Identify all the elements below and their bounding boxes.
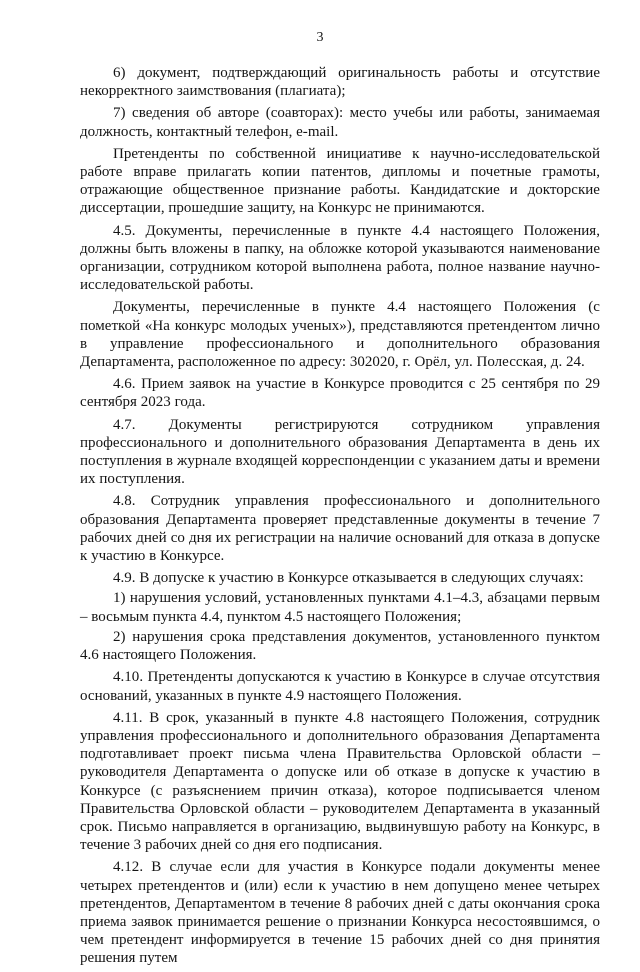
paragraph-4-7: 4.7. Документы регистрируются сотрудником управления профессионального и дополнительного образования Департамента в день их поступления в журнале входящей корреспонденции с указанием даты и времени их поступления. [80, 416, 600, 488]
paragraph-applicants-attachments: Претенденты по собственной инициативе к научно-исследовательской работе вправе прилагать копии патентов, дипломы и почетные грамоты, отражающие общественное признание работы. Кандидатские и докторские диссертации, прошедшие защиту, на Конкурс не принимаются. [80, 145, 600, 217]
paragraph-4-12: 4.12. В случае если для участия в Конкурсе подали документы менее четырех претендентов и (или) если к участию в нем допущено менее четырех претендентов, Департаментом в течение 8 рабочих дней с даты окончания срока приема заявок принимается решение о признании Конкурса несостоявшимся, о чем претендент информируется в течение 15 рабочих дней со дня принятия решения путем [80, 859, 600, 967]
paragraph-4-11: 4.11. В срок, указанный в пункте 4.8 настоящего Положения, сотрудник управления профессионального и дополнительного образования Департамента подготавливает проект письма члена Правительства Орловской области – руководителя Департамента о допуске или об отказе в допуске к участию в Конкурсе (с разъяснением причин отказа), которое подписывается членом Правительства Орловской области – руководителем Департамента в указанный срок. Письмо направляется в организацию, выдвинувшую работу на Конкурс, в течение 3 рабочих дней со дня его подписания. [80, 709, 600, 854]
paragraph-4-8: 4.8. Сотрудник управления профессионального и дополнительного образования Департамента проверяет представленные документы в течение 7 рабочих дней со дня их регистрации на наличие оснований для отказа в допуске к участию в Конкурсе. [80, 493, 600, 565]
document-body [80, 64, 600, 972]
paragraph-4-9-item-2: 2) нарушения срока представления документов, установленного пунктом 4.6 настоящего Положения. [80, 628, 600, 664]
paragraph-item-7-author-info: 7) сведения об авторе (соавторах): место учебы или работы, занимаемая должность, контактный телефон, e-mail. [80, 105, 600, 140]
paragraph-4-6: 4.6. Прием заявок на участие в Конкурсе проводится с 25 сентября по 29 сентября 2023 года. [80, 376, 600, 411]
paragraph-item-6-document-originality: 6) документ, подтверждающий оригинальность работы и отсутствие некорректного заимствования (плагиата); [80, 65, 600, 100]
paragraph-4-9: 4.9. В допуске к участию в Конкурсе отказывается в следующих случаях: [113, 570, 584, 587]
page-number: 3 [316, 30, 324, 45]
paragraph-documents-submission: Документы, перечисленные в пункте 4.4 настоящего Положения (с пометкой «На конкурс молодых ученых»), представляются претендентом лично в управление профессионального и дополнительного образования Департамента, расположенное по адресу: 302020, г. Орёл, ул. Полесская, д. 24. [80, 299, 600, 371]
paragraph-4-9-item-1: 1) нарушения условий, установленных пунктами 4.1–4.3, абзацами первым – восьмым пункта 4.4, пунктом 4.5 настоящего Положения; [80, 590, 600, 625]
paragraph-4-10: 4.10. Претенденты допускаются к участию в Конкурсе в случае отсутствия оснований, указанных в пункте 4.9 настоящего Положения. [80, 669, 600, 704]
paragraph-4-5: 4.5. Документы, перечисленные в пункте 4.4 настоящего Положения, должны быть вложены в папку, на обложке которой указываются наименование организации, сотрудником которой выполнена работа, полное название научно-исследовательской работы. [80, 222, 600, 294]
